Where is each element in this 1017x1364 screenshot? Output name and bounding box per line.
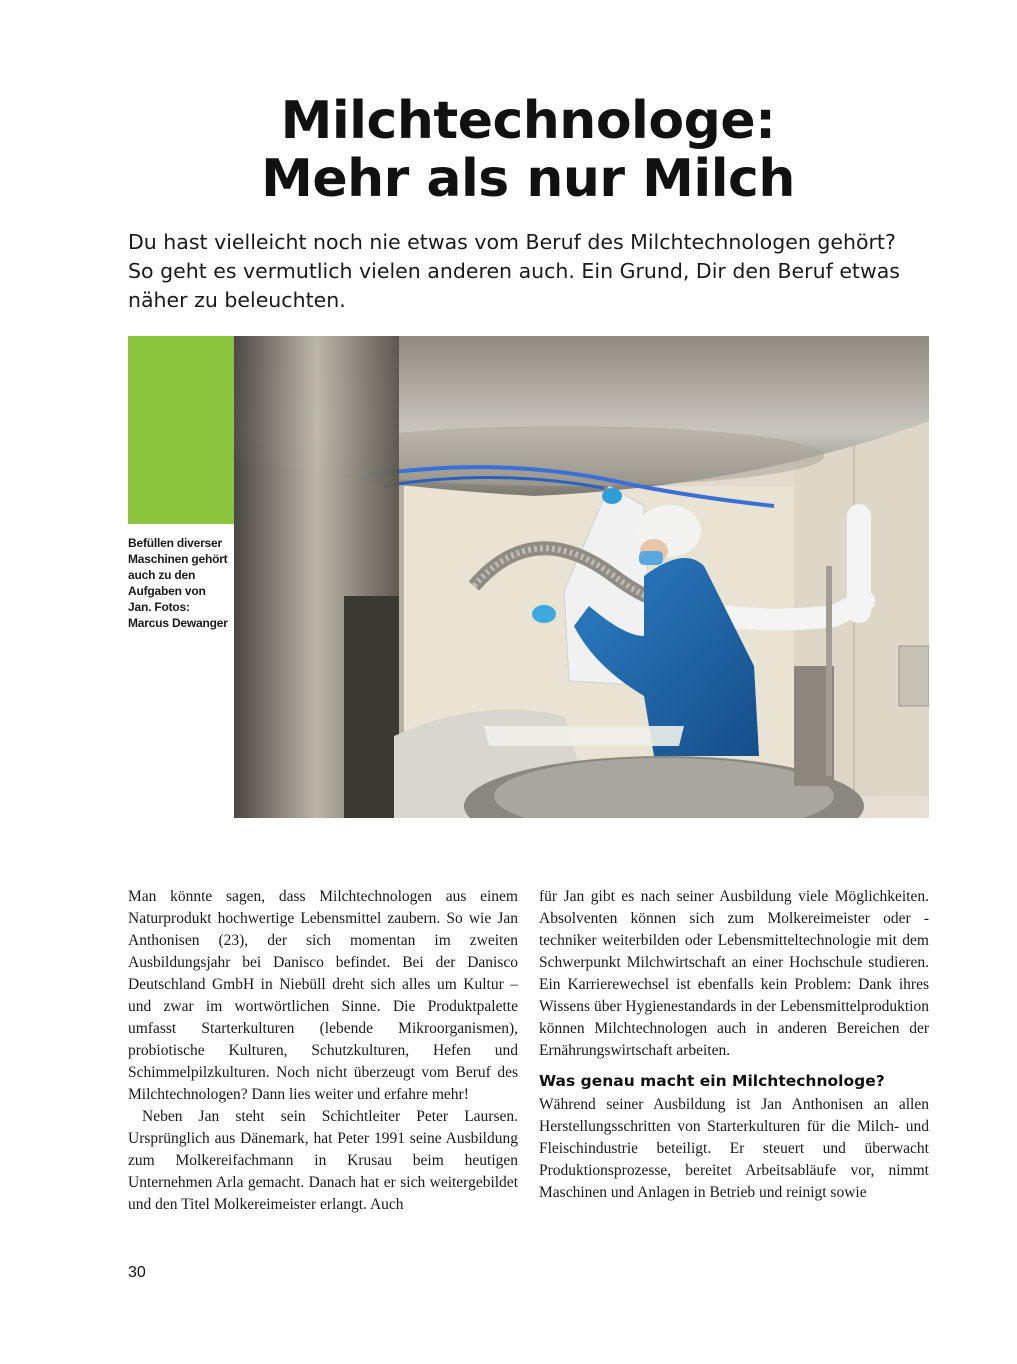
text-column-right [539, 886, 929, 1204]
article-intro: Du hast vielleicht noch nie etwas vom Beruf des Milchtechnologen gehört? So geht es vermutlich vielen anderen auch. Ein Grund, Dir den Beruf etwas näher zu beleuchten. [128, 230, 900, 312]
article-title [128, 92, 928, 208]
photo-lab-worker-illustration [234, 336, 929, 818]
section-heading: Was genau macht ein Milchtechnologe? [539, 1072, 885, 1090]
body-paragraph: Während seiner Ausbildung ist Jan Anthonisen an allen Herstellungsschritten von Starterkulturen für die Milch- und Fleischindustrie beteiligt. Er steuert und überwacht Produktionsprozesse, bereitet Arbeitsabläufe vor, nimmt Maschinen und Anlagen in Betrieb und reinigt sowie [539, 1096, 929, 1201]
article-title-line-1: Milchtechnologe: [280, 91, 776, 151]
article-title-line-2: Mehr als nur Milch [261, 149, 795, 209]
text-column-left [128, 886, 518, 1216]
body-paragraph: für Jan gibt es nach seiner Ausbildung viele Möglichkeiten. Absolventen können sich zum Molkereimeister oder -techniker weiterbilden oder Lebensmitteltechnologie mit dem Schwerpunkt Milchwirtschaft an einer Hochschule studieren. Ein Karrierewechsel ist ebenfalls kein Problem: Dank ihres Wissens über Hygienestandards in der Lebensmittelproduktion können Milchtechnologen auch in anderen Bereichen der Ernährungswirtschaft arbeiten. [539, 888, 929, 1059]
photo-caption: Befüllen diverser Maschinen gehört auch zu den Aufgaben von Jan. Fotos: Marcus Dewanger [128, 536, 228, 630]
body-paragraph: Man könnte sagen, dass Milchtechnologen aus einem Naturprodukt hochwertige Lebensmittel zaubern. So wie Jan Anthonisen (23), der sich momentan im zweiten Ausbildungsjahr bei Danisco befindet. Bei der Danisco Deutschland GmbH in Niebüll dreht sich alles um Kultur – und zwar im wortwörtlichen Sinne. Die Produktpalette umfasst Starterkulturen (lebende Mikroorganismen), probiotische Kulturen, Schutzkulturen, Hefen und Schimmelpilzkulturen. Noch nicht überzeugt vom Beruf des Milchtechnologen? Dann lies weiter und erfahre mehr! [128, 888, 518, 1103]
article-photo [234, 336, 929, 818]
page-number: 30 [128, 1264, 146, 1281]
body-paragraph: Neben Jan steht sein Schichtleiter Peter Laursen. Ursprünglich aus Dänemark, hat Peter 1991 seine Ausbildung zum Molkereifachmann in Krusau beim heutigen Unternehmen Arla gemacht. Danach hat er sich weitergebildet und den Titel Molkereimeister erlangt. Auch [128, 1108, 518, 1213]
accent-block [128, 336, 234, 524]
